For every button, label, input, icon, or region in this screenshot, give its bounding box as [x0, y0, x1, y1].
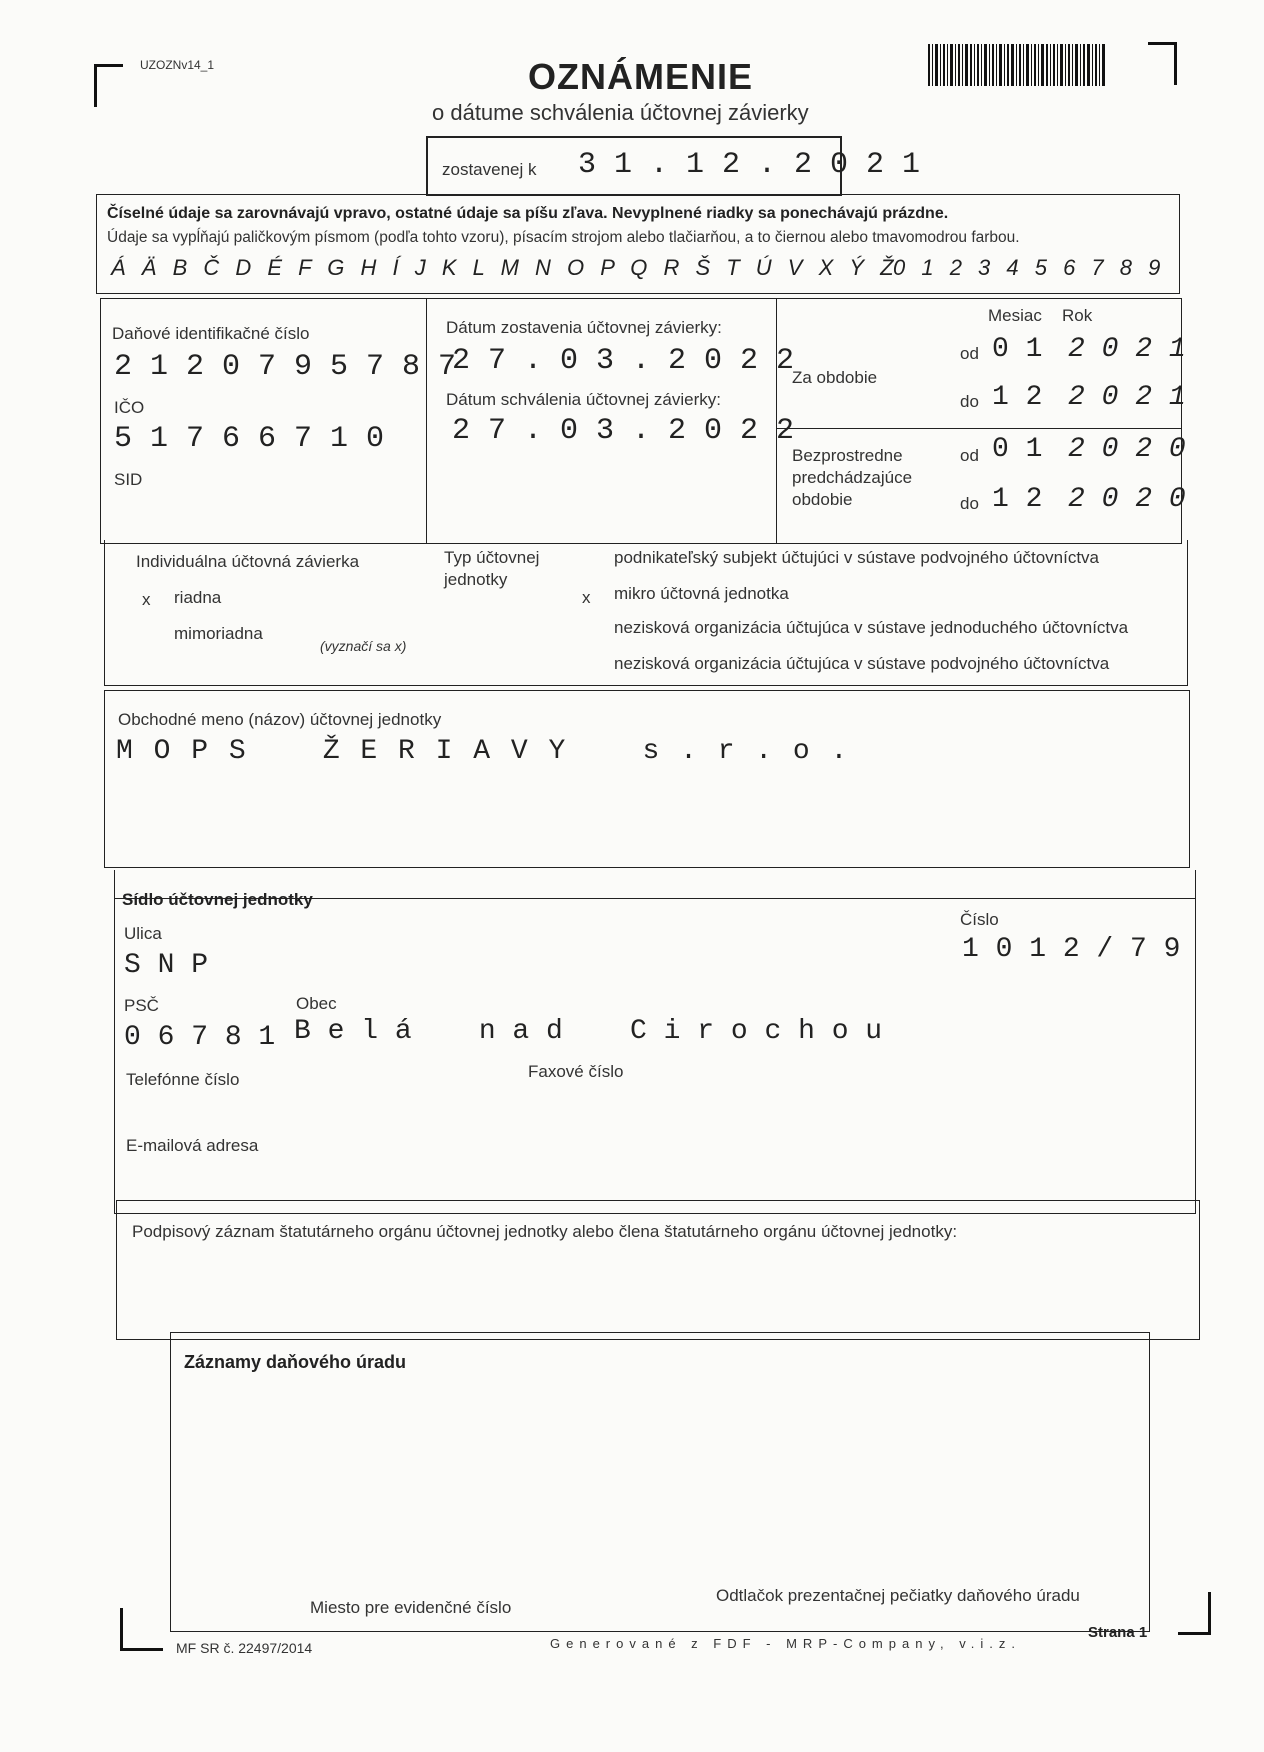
corner-mark-top-left: [94, 64, 123, 107]
approved-date-heading: Dátum schválenia účtovnej závierky:: [446, 390, 721, 409]
compiled-date-value: 3 1 . 1 2 . 2 0 2 1: [578, 148, 921, 182]
psc-value: 0 6 7 8 1: [124, 1022, 276, 1053]
previous-from-label: od: [960, 446, 979, 465]
phone-label: Telefónne číslo: [126, 1070, 240, 1089]
barcode-bars: [928, 44, 1105, 86]
ministry-reference: MF SR č. 22497/2014: [176, 1640, 313, 1656]
signature-label: Podpisový záznam štatutárneho orgánu účtovnej jednotky alebo člena štatutárneho orgánu účtovnej jednotky:: [132, 1222, 958, 1241]
approved-date-field: 2 7 . 0 3 . 2 0 2 2: [452, 414, 795, 448]
statement-heading: Individuálna účtovná závierka: [136, 552, 360, 571]
company-name-value: M O P S Ž E R I A V Y s . r . o .: [116, 736, 850, 767]
previous-period-label-line-3: obdobie: [792, 490, 853, 509]
tax-office-heading: Záznamy daňového úradu: [184, 1352, 407, 1372]
number-value: 1 0 1 2 / 7 9: [962, 934, 1181, 965]
extraordinary-label: mimoriadna: [174, 624, 263, 643]
divider: [776, 428, 1182, 429]
ico-label: IČO: [114, 398, 145, 417]
dic-value: 2 1 2 0 7 9 5 7 8 7: [114, 350, 457, 384]
psc-label: PSČ: [124, 996, 159, 1015]
evidence-number-label: Miesto pre evidenčné číslo: [310, 1598, 512, 1617]
unit-type-option-2: mikro účtovná jednotka: [614, 584, 789, 603]
compiled-date-box: [426, 136, 921, 196]
unit-type-option-2-mark: x: [582, 588, 591, 607]
mark-hint: (vyznačí sa x): [320, 638, 407, 654]
divider: [426, 298, 427, 544]
previous-to-year: 2 0 2 0: [1068, 484, 1186, 515]
seat-heading: Sídlo účtovnej jednotky: [122, 890, 313, 909]
sample-digits: 0 1 2 3 4 5 6 7 8 9: [893, 255, 1166, 280]
current-period-label: Za obdobie: [792, 368, 878, 387]
previous-from-month: 0 1: [992, 434, 1043, 465]
unit-type-label-line-2: jednotky: [444, 570, 508, 589]
street-value: S N P: [124, 950, 209, 981]
compiled-date-heading: Dátum zostavenia účtovnej závierky:: [446, 318, 722, 337]
current-from-label: od: [960, 344, 979, 363]
instructions-line-2: Údaje sa vypĺňajú paličkovým písmom (podľa tohto vzoru), písacím strojom alebo tlačiarňou, a to čiernou alebo tmavomodrou farbou.: [107, 229, 1020, 246]
ico-value: 5 1 7 6 6 7 1 0: [114, 422, 385, 456]
page-number: Strana 1: [1088, 1624, 1148, 1641]
page-title: OZNÁMENIE: [528, 56, 753, 97]
email-label: E-mailová adresa: [126, 1136, 259, 1155]
current-to-year: 2 0 2 1: [1068, 382, 1186, 413]
corner-mark-top-right: [1148, 42, 1177, 85]
previous-period-label-line-1: Bezprostredne: [792, 446, 903, 465]
instructions-line-1: Číselné údaje sa zarovnávajú vpravo, ostatné údaje sa píšu zľava. Nevyplnené riadky sa ponechávajú prázdne.: [107, 205, 949, 222]
compiled-date-field: 2 7 . 0 3 . 2 0 2 2: [452, 344, 795, 378]
current-to-label: do: [960, 392, 979, 411]
previous-to-month: 1 2: [992, 484, 1043, 515]
regular-label: riadna: [174, 588, 222, 607]
company-name-label: Obchodné meno (názov) účtovnej jednotky: [118, 710, 442, 729]
sid-label: SID: [114, 470, 143, 489]
previous-period-label-line-2: predchádzajúce: [792, 468, 913, 487]
corner-mark-bottom-left: [120, 1608, 163, 1651]
sample-letters: Á Ä B Č D É F G H Í J K L M N O P Q R Š T Ú V X Ý Ž: [111, 255, 899, 280]
month-heading: Mesiac: [988, 306, 1042, 325]
generated-by: Generované z FDF - MRP-Company, v.i.z.: [550, 1636, 1021, 1651]
current-to-month: 1 2: [992, 382, 1043, 413]
current-from-month: 0 1: [992, 334, 1043, 365]
compiled-date-label: zostavenej k: [442, 160, 537, 179]
year-heading: Rok: [1062, 306, 1093, 325]
street-label: Ulica: [124, 924, 162, 943]
unit-type-option-3: nezisková organizácia účtujúca v sústave jednoduchého účtovníctva: [614, 618, 1129, 637]
regular-checkbox-mark: x: [142, 590, 151, 609]
instructions-box: [96, 194, 1180, 294]
unit-type-option-4: nezisková organizácia účtujúca v sústave podvojného účtovníctva: [614, 654, 1110, 673]
form-code: UZOZNv14_1: [140, 58, 215, 72]
dic-label: Daňové identifikačné číslo: [112, 324, 310, 343]
signature-box: [116, 1200, 1200, 1340]
current-from-year: 2 0 2 1: [1068, 334, 1186, 365]
unit-type-label-line-1: Typ účtovnej: [444, 548, 540, 567]
previous-to-label: do: [960, 494, 979, 513]
stamp-label: Odtlačok prezentačnej pečiatky daňového úradu: [716, 1586, 1080, 1605]
page-subtitle: o dátume schválenia účtovnej závierky: [432, 100, 809, 125]
corner-mark-bottom-right: [1178, 1592, 1211, 1635]
city-value: B e l á n a d C i r o c h o u: [294, 1016, 883, 1047]
city-label: Obec: [296, 994, 337, 1013]
number-label: Číslo: [960, 910, 999, 929]
previous-from-year: 2 0 2 0: [1068, 434, 1186, 465]
unit-type-option-1: podnikateľský subjekt účtujúci v sústave podvojného účtovníctva: [614, 548, 1100, 567]
fax-label: Faxové číslo: [528, 1062, 624, 1081]
barcode: [928, 44, 1106, 86]
